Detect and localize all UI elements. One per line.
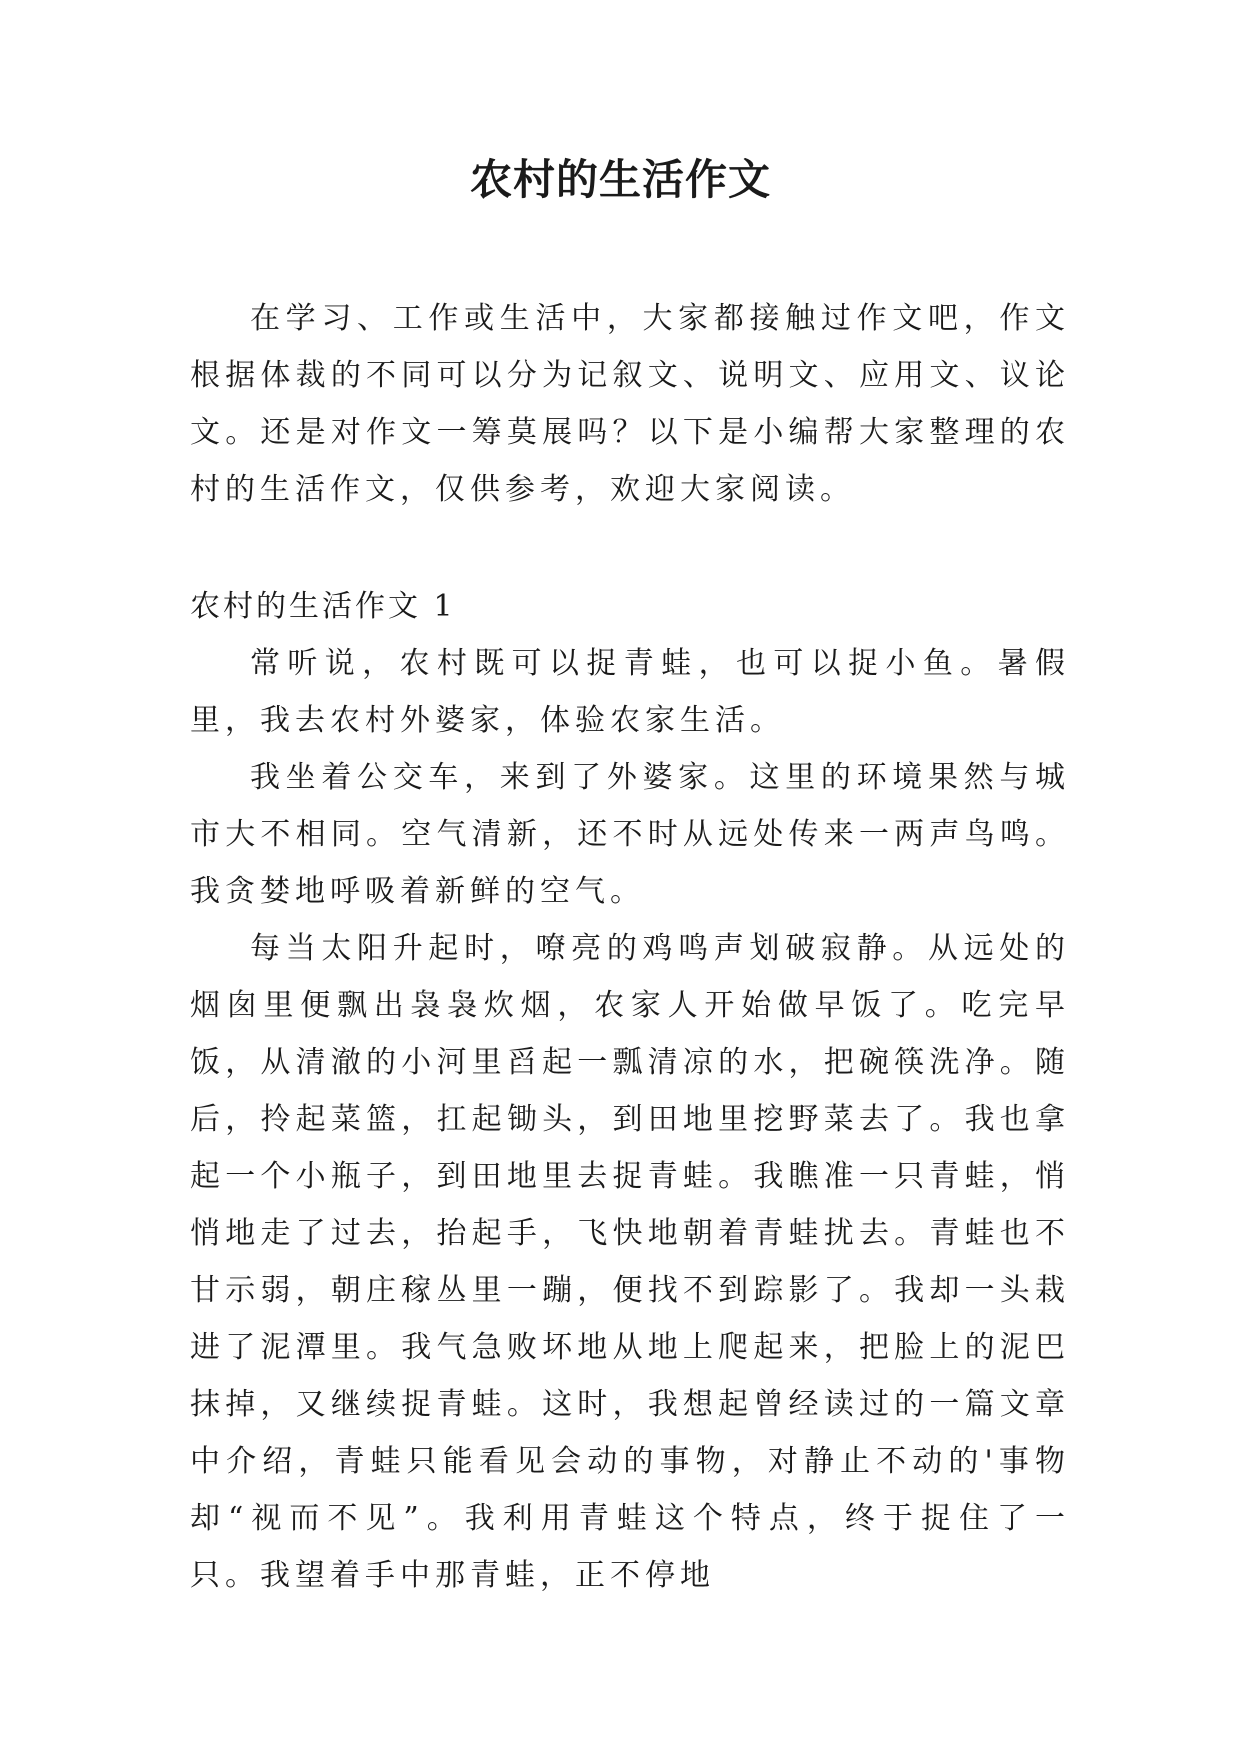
body-paragraph-3: 每当太阳升起时，嘹亮的鸡鸣声划破寂静。从远处的烟囱里便飘出袅袅炊烟，农家人开始做早饭了。吃完早饭，从清澈的小河里舀起一瓢清凉的水，把碗筷洗净。随后，拎起菜篮，扛起锄头，到田地里挖野菜去了。我也拿起一个小瓶子，到田地里去捉青蛙。我瞧准一只青蛙，悄悄地走了过去，抬起手，飞快地朝着青蛙扰去。青蛙也不甘示弱，朝庄稼丛里一蹦，便找不到踪影了。我却一头栽进了泥潭里。我气急败坏地从地上爬起来，把脸上的泥巴抹掉，又继续捉青蛙。这时，我想起曾经读过的一篇文章中介绍，青蛙只能看见会动的事物，对静止不动的'事物却“视而不见”。我利用青蛙这个特点，终于捉住了一只。我望着手中那青蛙，正不停地 bbox=[190, 931, 1070, 1593]
document-body bbox=[190, 290, 1070, 1604]
document-title: 农村的生活作文 bbox=[469, 155, 771, 204]
section-heading: 农村的生活作文 1 bbox=[190, 589, 456, 624]
body-paragraph-2: 我坐着公交车，来到了外婆家。这里的环境果然与城市大不相同。空气清新，还不时从远处传来一两声鸟鸣。我贪婪地呼吸着新鲜的空气。 bbox=[190, 760, 1070, 909]
intro-paragraph: 在学习、工作或生活中，大家都接触过作文吧，作文根据体裁的不同可以分为记叙文、说明文、应用文、议论文。还是对作文一筹莫展吗？以下是小编帮大家整理的农村的生活作文，仅供参考，欢迎大家阅读。 bbox=[190, 301, 1070, 507]
body-paragraph-1: 常听说，农村既可以捉青蛙，也可以捉小鱼。暑假里，我去农村外婆家，体验农家生活。 bbox=[190, 646, 1070, 738]
